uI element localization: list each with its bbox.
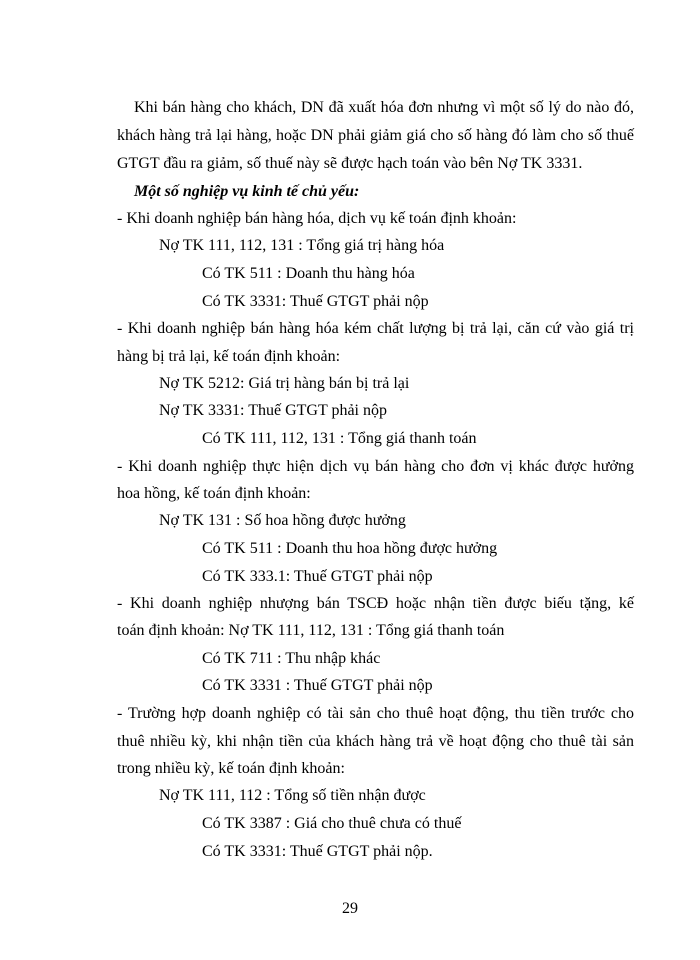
case2-text-line-2: hàng bị trả lại, kế toán định khoản:	[117, 348, 341, 365]
intro-line-2: khách hàng trả lại hàng, hoặc DN phải giảm giá cho số hàng đó làm cho số thuế	[117, 127, 634, 144]
case4-text-line-2: toán định khoản: Nợ TK 111, 112, 131 : Tổng giá thanh toán	[117, 622, 505, 639]
intro-line-1: Khi bán hàng cho khách, DN đã xuất hóa đơn nhưng vì một số lý do nào đó,	[134, 99, 634, 116]
case1-entry-credit-2: Có TK 3331: Thuế GTGT phải nộp	[202, 293, 429, 310]
case5-text-line-3: trong nhiều kỳ, kế toán định khoản:	[117, 760, 345, 777]
case3-text-line-1: - Khi doanh nghiệp thực hiện dịch vụ bán hàng cho đơn vị khác được hưởng	[117, 458, 634, 475]
case5-text-line-1: - Trường hợp doanh nghiệp có tài sản cho thuê hoạt động, thu tiền trước cho	[117, 705, 634, 722]
case5-entry-debit: Nợ TK 111, 112 : Tổng số tiền nhận được	[159, 787, 426, 804]
case3-entry-debit: Nợ TK 131 : Số hoa hồng được hưởng	[159, 512, 406, 529]
intro-line-3: GTGT đầu ra giảm, số thuế này sẽ được hạch toán vào bên Nợ TK 3331.	[117, 155, 583, 172]
case3-text-line-2: hoa hồng, kế toán định khoản:	[117, 485, 311, 502]
case3-entry-credit-2: Có TK 333.1: Thuế GTGT phải nộp	[202, 568, 433, 585]
case2-entry-debit-1: Nợ TK 5212: Giá trị hàng bán bị trả lại	[159, 375, 410, 392]
case1-entry-debit: Nợ TK 111, 112, 131 : Tổng giá trị hàng hóa	[159, 237, 445, 254]
case4-text-line-1: - Khi doanh nghiệp nhượng bán TSCĐ hoặc nhận tiền được biếu tặng, kế	[117, 595, 634, 612]
case2-text-line-1: - Khi doanh nghiệp bán hàng hóa kém chất lượng bị trả lại, căn cứ vào giá trị	[117, 320, 634, 337]
case3-entry-credit-1: Có TK 511 : Doanh thu hoa hồng được hưởng	[202, 540, 498, 557]
case1-entry-credit-1: Có TK 511 : Doanh thu hàng hóa	[202, 265, 415, 282]
case5-entry-credit-2: Có TK 3331: Thuế GTGT phải nộp.	[202, 843, 433, 860]
case4-entry-credit-2: Có TK 3331 : Thuế GTGT phải nộp	[202, 677, 433, 694]
case2-entry-debit-2: Nợ TK 3331: Thuế GTGT phải nộp	[159, 402, 387, 419]
case4-entry-credit-1: Có TK 711 : Thu nhập khác	[202, 650, 381, 667]
case5-entry-credit-1: Có TK 3387 : Giá cho thuê chưa có thuế	[202, 815, 462, 832]
case1-text: - Khi doanh nghiệp bán hàng hóa, dịch vụ kế toán định khoản:	[117, 210, 517, 227]
case5-text-line-2: thuê nhiều kỳ, khi nhận tiền của khách hàng trả về hoạt động cho thuê tài sản	[117, 733, 634, 750]
section-heading: Một số nghiệp vụ kinh tế chủ yếu:	[134, 183, 360, 200]
page-number: 29	[342, 900, 358, 917]
case2-entry-credit: Có TK 111, 112, 131 : Tổng giá thanh toán	[202, 430, 477, 447]
